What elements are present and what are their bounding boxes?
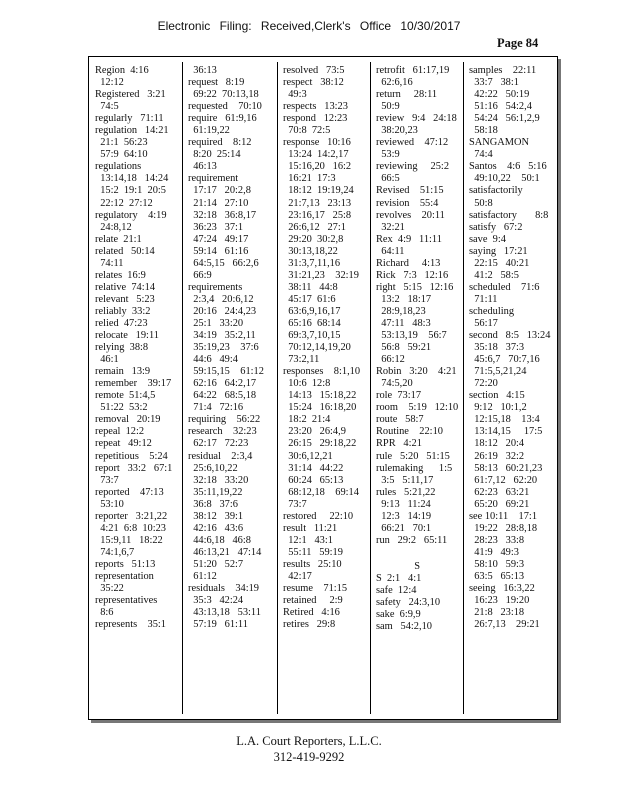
index-entry: retires 29:8 [283, 619, 336, 631]
index-entry: 38:12 39:1 [188, 510, 244, 522]
index-entry: reliably 33:2 [95, 305, 151, 317]
index-entry: 65:20 69:21 [469, 498, 530, 510]
index-entry: required 8:12 [188, 137, 252, 149]
index-entry: relying 38:8 [95, 342, 149, 354]
index-entry: 71:11 [469, 293, 498, 305]
index-entry: sam 54:2,10 [376, 621, 432, 633]
index-entry: Robin 3:20 4:21 [376, 366, 457, 378]
index-entry: reviewing 25:2 [376, 161, 450, 173]
index-entry: 20:16 24:4,23 [188, 305, 257, 317]
index-entry: satisfactory 8:8 [469, 209, 549, 221]
index-entry: 61:19,22 [188, 125, 230, 137]
index-entry: 73:2,11 [283, 354, 320, 366]
index-entry: 35:3 42:24 [188, 595, 244, 607]
index-entry: 22:15 40:21 [469, 257, 530, 269]
index-entry: safety 24:3,10 [376, 597, 441, 609]
index-entry: 38:20,23 [376, 125, 418, 137]
index-entry: 36:8 37:6 [188, 498, 238, 510]
index-entry: 47:24 49:17 [188, 233, 249, 245]
index-entry: report 33:2 67:1 [95, 462, 173, 474]
index-entry: 21:8 23:18 [469, 607, 525, 619]
index-entry: 69:22 70:13,18 [188, 89, 259, 101]
index-entry: 26:6,12 27:1 [283, 221, 346, 233]
index-entry: 33:7 38:1 [469, 77, 519, 89]
index-entry: 46:13,21 47:14 [188, 546, 262, 558]
index-entry: respects 13:23 [283, 101, 348, 113]
index-column-4 [376, 65, 458, 633]
page-number: Page 84 [497, 36, 539, 50]
index-entry: 21:1 56:23 [95, 137, 148, 149]
index-entry: save 9:4 [469, 233, 506, 245]
index-entry: 32:21 [376, 221, 405, 233]
index-entry: requirement [188, 173, 239, 185]
index-entry: 46:13 [188, 161, 217, 173]
index-entry: 14:13 15:18,22 [283, 390, 357, 402]
index-entry: satisfy 67:2 [469, 221, 523, 233]
index-entry: 51:22 53:2 [95, 402, 148, 414]
index-entry: 15:24 16:18,20 [283, 402, 357, 414]
index-entry: Region 4:16 [95, 65, 149, 76]
index-entry: samples 22:11 [469, 65, 537, 76]
index-entry: 53:10 [95, 498, 124, 510]
index-entry: restored 22:10 [283, 510, 354, 522]
index-entry: remain 13:9 [95, 366, 151, 378]
index-entry: reporter 3:21,22 [95, 510, 168, 522]
index-entry: 53:9 [376, 149, 400, 161]
index-entry: residual 2:3,4 [188, 450, 253, 462]
index-entry: Rex 4:9 11:11 [376, 233, 442, 245]
index-entry: sake 6:9,9 [376, 609, 421, 621]
index-entry: 62:6,16 [376, 77, 413, 89]
index-entry: retained 2:9 [283, 595, 343, 607]
index-entry: responses 8:1,10 [283, 366, 361, 378]
index-entry: 54:24 56:1,2,9 [469, 113, 540, 125]
index-entry: 13:14,18 14:24 [95, 173, 169, 185]
index-entry: return 28:11 [376, 89, 438, 101]
index-entry: respond 12:23 [283, 113, 348, 125]
column-divider [370, 62, 371, 714]
index-entry: requiring 56:22 [188, 414, 261, 426]
index-entry: 64:22 68:5,18 [188, 390, 257, 402]
index-entry: satisfactorily [469, 185, 523, 197]
index-entry: 74:5,20 [376, 378, 413, 390]
column-divider [463, 62, 464, 714]
index-entry: 74:1,6,7 [95, 546, 135, 558]
index-entry: 13:24 14:2,17 [283, 149, 349, 161]
index-entry: revision 55:4 [376, 197, 439, 209]
index-entry: 41:2 58:5 [469, 269, 519, 281]
index-entry: 8:20 25:14 [188, 149, 241, 161]
index-entry: 44:6 49:4 [188, 354, 238, 366]
index-entry: 44:6,18 46:8 [188, 534, 251, 546]
index-entry: requested 70:10 [188, 101, 262, 113]
index-entry: 9:12 10:1,2 [469, 402, 527, 414]
footer-phone: 312-419-9292 [273, 750, 345, 764]
index-entry: 63:6,9,16,17 [283, 305, 341, 317]
index-entry: 31:21,23 32:19 [283, 269, 359, 281]
index-entry: 35:19,23 37:6 [188, 342, 259, 354]
index-entry: 56:8 59:21 [376, 342, 432, 354]
index-entry: 30:6,12,21 [283, 450, 333, 462]
index-entry: 42:22 50:19 [469, 89, 530, 101]
index-entry: repetitious 5:24 [95, 450, 168, 462]
index-entry: 25:1 33:20 [188, 317, 244, 329]
index-entry: related 50:14 [95, 245, 155, 257]
index-entry: 42:17 [283, 570, 312, 582]
index-entry: regulations [95, 161, 142, 173]
index-entry: research 32:23 [188, 426, 257, 438]
index-entry: relocate 19:11 [95, 330, 159, 342]
column-divider [277, 62, 278, 714]
index-entry: 56:17 [469, 317, 498, 329]
index-entry: 28:23 33:8 [469, 534, 525, 546]
index-entry: see 10:11 17:1 [469, 510, 538, 522]
index-entry: 55:11 59:19 [283, 546, 343, 558]
index-entry: 35:11,19,22 [188, 486, 243, 498]
index-entry: representatives [95, 595, 158, 607]
index-entry: require 61:9,16 [188, 113, 257, 125]
index-entry: reports 51:13 [95, 558, 156, 570]
index-entry: representation [95, 570, 154, 582]
index-entry: 35:22 [95, 583, 124, 595]
index-entry: 62:17 72:23 [188, 438, 249, 450]
index-entry: 42:16 43:6 [188, 522, 244, 534]
index-entry: relied 47:23 [95, 317, 148, 329]
index-entry: 26:19 32:2 [469, 450, 525, 462]
index-entry: 66:12 [376, 354, 405, 366]
index-entry: 17:17 20:2,8 [188, 185, 251, 197]
index-entry: run 29:2 65:11 [376, 534, 448, 546]
index-entry: S [414, 560, 421, 572]
index-entry: 15:2 19:1 20:5 [95, 185, 167, 197]
index-entry: 61:7,12 62:20 [469, 474, 538, 486]
index-entry: S 2:1 4:1 [376, 572, 422, 584]
index-entry: seeing 16:3,22 [469, 583, 535, 595]
index-entry: room 5:19 12:10 [376, 402, 459, 414]
index-entry: 38:11 44:8 [283, 281, 338, 293]
index-box [88, 56, 558, 720]
index-entry: 4:21 6:8 10:23 [95, 522, 167, 534]
index-entry: 12:1 43:1 [283, 534, 333, 546]
index-entry: 50:8 [469, 197, 493, 209]
index-entry: 15:9,11 18:22 [95, 534, 163, 546]
index-entry: revolves 20:11 [376, 209, 445, 221]
index-entry: 61:12 [188, 570, 217, 582]
index-entry: 53:13,19 56:7 [376, 330, 447, 342]
index-entry: reported 47:13 [95, 486, 164, 498]
index-column-3 [283, 65, 360, 631]
index-entry: 58:18 [469, 125, 498, 137]
index-entry: 50:9 [376, 101, 400, 113]
index-entry: 49:10,22 50:1 [469, 173, 540, 185]
index-entry: 28:9,18,23 [376, 305, 426, 317]
index-entry: relates 16:9 [95, 269, 146, 281]
index-entry: 29:20 30:2,8 [283, 233, 344, 245]
index-entry: 31:14 44:22 [283, 462, 344, 474]
index-entry: 32:18 36:8,17 [188, 209, 257, 221]
index-entry: 26:15 29:18,22 [283, 438, 357, 450]
index-entry: 66:9 [188, 269, 212, 281]
index-entry: 12:12 [95, 77, 124, 89]
index-entry: relevant 5:23 [95, 293, 155, 305]
index-entry: SANGAMON [469, 137, 530, 149]
index-entry: saying 17:21 [469, 245, 528, 257]
index-entry: review 9:4 24:18 [376, 113, 457, 125]
index-entry: 15:16,20 16:2 [283, 161, 352, 173]
index-entry: 47:11 48:3 [376, 317, 431, 329]
index-entry: rule 5:20 51:15 [376, 450, 450, 462]
index-entry: 64:5,15 66:2,6 [188, 257, 259, 269]
index-entry: 58:13 60:21,23 [469, 462, 543, 474]
index-entry: Retired 4:16 [283, 607, 340, 619]
index-entry: 59:15,15 61:12 [188, 366, 264, 378]
index-entry: 62:16 64:2,17 [188, 378, 257, 390]
index-entry: 73:7 [95, 474, 119, 486]
index-entry: 70:12,14,19,20 [283, 342, 351, 354]
index-entry: regulation 14:21 [95, 125, 169, 137]
index-entry: response 10:16 [283, 137, 351, 149]
index-entry: scheduling [469, 305, 515, 317]
index-entry: represents 35:1 [95, 619, 166, 631]
index-entry: 19:22 28:8,18 [469, 522, 538, 534]
index-entry: 24:8,12 [95, 221, 132, 233]
index-entry: Santos 4:6 5:16 [469, 161, 547, 173]
index-entry: 73:7 [283, 498, 307, 510]
index-entry: 51:16 54:2,4 [469, 101, 532, 113]
index-entry: results 25:10 [283, 558, 342, 570]
index-entry: 18:12 20:4 [469, 438, 525, 450]
index-entry: 66:5 [376, 173, 400, 185]
index-entry: retrofit 61:17,19 [376, 65, 450, 76]
column-divider [182, 62, 183, 714]
index-column-1 [95, 65, 172, 631]
index-entry: repeat 49:12 [95, 438, 152, 450]
index-entry: 66:21 70:1 [376, 522, 432, 534]
index-entry: 70:8 72:5 [283, 125, 331, 137]
index-entry: Registered 3:21 [95, 89, 166, 101]
index-entry: 16:23 19:20 [469, 595, 530, 607]
index-entry: safe 12:4 [376, 585, 417, 597]
index-entry: 16:21 17:3 [283, 173, 336, 185]
index-entry: 21:7,13 23:13 [283, 197, 352, 209]
index-entry: resume 71:15 [283, 583, 348, 595]
index-entry: 10:6 12:8 [283, 378, 331, 390]
index-entry [376, 547, 458, 559]
index-entry: 57:19 61:11 [188, 619, 248, 631]
index-entry: role 73:17 [376, 390, 422, 402]
index-entry: 36:13 [188, 65, 217, 76]
index-entry: 41:9 49:3 [469, 546, 519, 558]
index-entry: right 5:15 12:16 [376, 281, 454, 293]
index-entry: 8:6 [95, 607, 114, 619]
index-entry: 13:14,15 17:5 [469, 426, 543, 438]
index-entry: 35:18 37:3 [469, 342, 525, 354]
index-entry: remember 39:17 [95, 378, 172, 390]
index-entry: 22:12 27:12 [95, 197, 153, 209]
index-entry: 58:10 59:3 [469, 558, 525, 570]
index-entry: 43:13,18 53:11 [188, 607, 261, 619]
index-entry: Revised 51:15 [376, 185, 444, 197]
index-entry: removal 20:19 [95, 414, 161, 426]
index-entry: 23:16,17 25:8 [283, 209, 352, 221]
index-entry: 3:5 5:11,17 [376, 474, 434, 486]
index-entry: 59:14 61:16 [188, 245, 249, 257]
index-entry: section 4:15 [469, 390, 525, 402]
index-entry: relative 74:14 [95, 281, 156, 293]
index-entry: 18:12 19:19,24 [283, 185, 354, 197]
index-entry: 18:2 21:4 [283, 414, 331, 426]
index-entry: 65:16 68:14 [283, 317, 341, 329]
index-entry: 32:18 33:20 [188, 474, 249, 486]
index-entry: result 11:21 [283, 522, 338, 534]
index-entry: 23:20 26:4,9 [283, 426, 346, 438]
index-entry: regulatory 4:19 [95, 209, 167, 221]
index-entry: rulemaking 1:5 [376, 462, 453, 474]
index-entry: repeal 12:2 [95, 426, 145, 438]
index-entry: remote 51:4,5 [95, 390, 156, 402]
index-entry: 62:23 63:21 [469, 486, 530, 498]
index-entry: 30:13,18,22 [283, 245, 338, 257]
index-entry: 49:3 [283, 89, 307, 101]
index-entry: 71:4 72:16 [188, 402, 244, 414]
index-entry: 74:4 [469, 149, 493, 161]
index-entry: 31:3,7,11,16 [283, 257, 341, 269]
index-entry: 68:12,18 69:14 [283, 486, 359, 498]
index-entry: second 8:5 13:24 [469, 330, 551, 342]
index-column-2 [188, 65, 264, 631]
footer [0, 734, 618, 765]
index-entry: 46:1 [95, 354, 119, 366]
index-entry: requirements [188, 281, 243, 293]
index-entry: rules 5:21,22 [376, 486, 436, 498]
index-entry: 9:13 11:24 [376, 498, 431, 510]
index-entry: 45:6,7 70:7,16 [469, 354, 540, 366]
index-entry: Rick 7:3 12:16 [376, 269, 449, 281]
index-entry: 21:14 27:10 [188, 197, 249, 209]
index-entry: 60:24 65:13 [283, 474, 344, 486]
index-entry: 71:5,5,21,24 [469, 366, 527, 378]
index-entry: 12:15,18 13:4 [469, 414, 540, 426]
index-entry: 12:3 14:19 [376, 510, 432, 522]
index-entry: reviewed 47:12 [376, 137, 449, 149]
index-entry: scheduled 71:6 [469, 281, 540, 293]
index-entry: 72:20 [469, 378, 498, 390]
index-entry: 51:20 52:7 [188, 558, 244, 570]
index-entry: 57:9 64:10 [95, 149, 148, 161]
index-entry: 13:2 18:17 [376, 293, 432, 305]
index-entry: respect 38:12 [283, 77, 344, 89]
index-entry: 64:11 [376, 245, 405, 257]
index-entry: Routine 22:10 [376, 426, 443, 438]
index-entry: 74:5 [95, 101, 119, 113]
index-entry: RPR 4:21 [376, 438, 422, 450]
index-entry: resolved 73:5 [283, 65, 345, 76]
index-entry: 25:6,10,22 [188, 462, 238, 474]
index-entry: residuals 34:19 [188, 583, 259, 595]
index-entry: request 8:19 [188, 77, 245, 89]
index-entry: 34:19 35:2,11 [188, 330, 256, 342]
index-entry: 63:5 65:13 [469, 570, 525, 582]
index-entry: 36:23 37:1 [188, 221, 244, 233]
index-column-5 [469, 65, 550, 631]
index-entry: 74:11 [95, 257, 124, 269]
index-entry: relate 21:1 [95, 233, 142, 245]
filing-header: Electronic Filing: Received,Clerk's Office 10/30/2017 [157, 19, 461, 33]
footer-company: L.A. Court Reporters, L.L.C. [236, 734, 382, 748]
index-entry: route 58:7 [376, 414, 424, 426]
index-entry: 2:3,4 20:6,12 [188, 293, 254, 305]
index-entry: regularly 71:11 [95, 113, 164, 125]
index-entry: 69:3,7,10,15 [283, 330, 341, 342]
index-entry: 45:17 61:6 [283, 293, 336, 305]
index-entry: 26:7,13 29:21 [469, 619, 540, 631]
index-entry: Richard 4:13 [376, 257, 441, 269]
